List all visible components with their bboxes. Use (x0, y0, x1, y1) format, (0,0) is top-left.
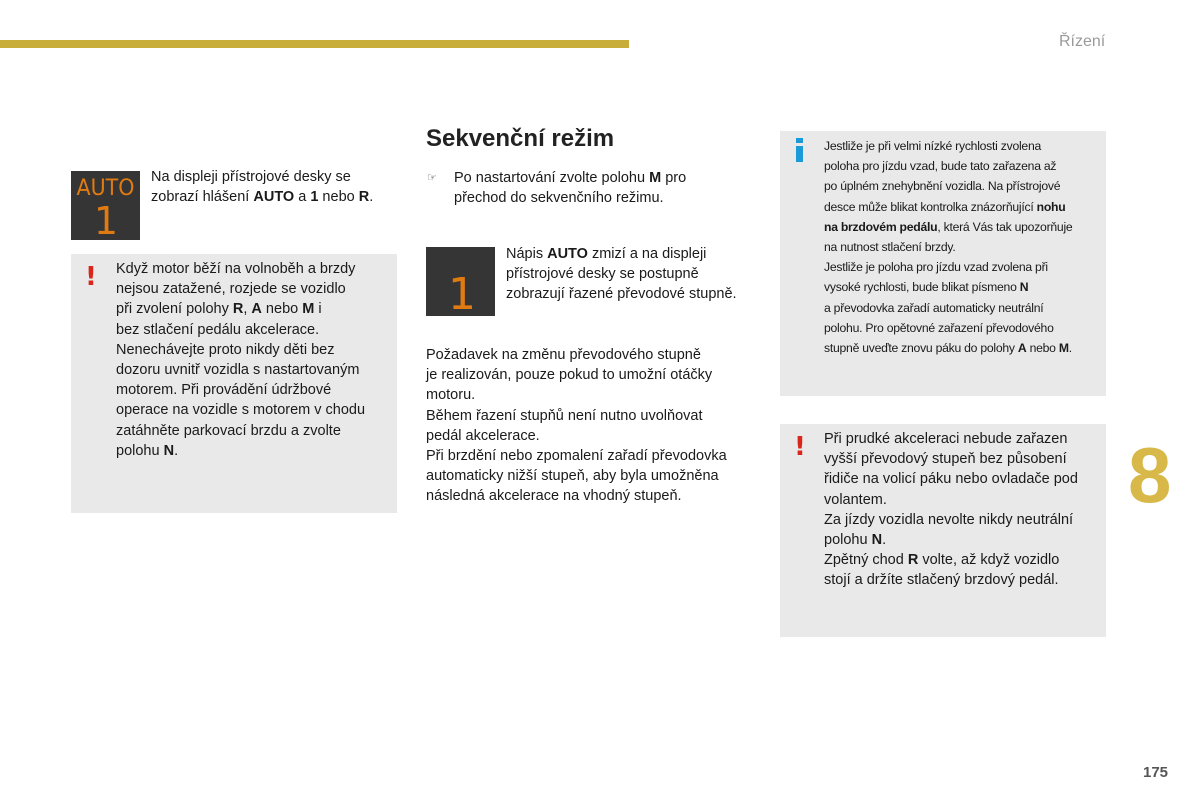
text-line: následná akcelerace na vhodný stupeň. (426, 488, 682, 505)
text-line: polohu N. (116, 442, 179, 459)
text-line: pedál akcelerace. (426, 427, 540, 444)
text-line: Při prudké akceleraci nebude zařazen (824, 431, 1068, 447)
text-line: motoru. (426, 387, 476, 404)
display-note (506, 244, 737, 305)
text-line: při zvolení polohy R, A nebo M i (116, 301, 322, 318)
text-line: Zpětný chod R volte, až když vozidlo (824, 552, 1060, 569)
header-accent-bar (0, 40, 629, 48)
warning-box-idle-creep (71, 254, 397, 513)
text-line: Po nastartování zvolte polohu M pro (454, 170, 687, 186)
text-line: na brzdovém pedálu, která Vás tak upozorňuje (824, 219, 1073, 234)
text-line: Nápis AUTO zmizí a na displeji (506, 246, 707, 262)
text-line: Nenechávejte proto nikdy děti bez (116, 341, 335, 358)
warning-exclamation-icon: ! (85, 262, 97, 292)
text-line: Jestliže je poloha pro jízdu vzad zvolena při (824, 260, 1048, 275)
info-icon (795, 138, 805, 162)
text-line: Požadavek na změnu převodového stupně (426, 347, 701, 363)
gear-1-display-icon (426, 247, 495, 316)
auto-1-display-icon (71, 171, 140, 240)
auto-1-display-graphic (71, 171, 140, 240)
text-line: automaticky nižší stupeň, aby byla umožněna (426, 468, 719, 485)
text-line: vysoké rychlosti, bude blikat písmeno N (824, 280, 1029, 295)
text-line: Na displeji přístrojové desky se (151, 169, 351, 185)
text-line: na nutnost stlačení brzdy. (824, 240, 956, 255)
text-line: přechod do sekvenčního režimu. (454, 190, 664, 207)
gear-digit-glyph: 1 (448, 269, 476, 316)
text-line: motorem. Při provádění údržbové (116, 382, 332, 399)
text-line: zobrazí hlášení AUTO a 1 nebo R. (151, 189, 374, 206)
text-line: polohu N. (824, 532, 887, 549)
text-line: Když motor běží na volnoběh a brzdy (116, 261, 356, 277)
text-line: Při brzdění nebo zpomalení zařadí převodovka (426, 448, 727, 465)
text-line: dozoru uvnitř vozidla s nastartovaným (116, 362, 360, 379)
text-line: polohu. Pro opětovné zařazení převodového (824, 320, 1054, 335)
auto-glyph: AUTO (76, 176, 135, 201)
warning-exclamation-icon: ! (794, 432, 806, 462)
section-heading: Sekvenční režim (426, 125, 615, 152)
chapter-number: 8 (1128, 431, 1172, 519)
text-line: řidiče na volicí páku nebo ovladače pod (824, 471, 1078, 488)
auto-display-caption (151, 167, 373, 207)
warning-text (116, 259, 365, 461)
warning-text (824, 429, 1078, 591)
instruction-bullet (454, 168, 686, 208)
text-line: volantem. (824, 491, 887, 508)
section-title: Řízení (1059, 33, 1106, 50)
text-line: zobrazují řazené převodové stupně. (506, 286, 737, 303)
text-line: přístrojové desky se postupně (506, 266, 699, 283)
body-text (426, 345, 727, 507)
text-line: vyšší převodový stupeň bez působení (824, 451, 1067, 468)
text-line: poloha pro jízdu vzad, bude tato zařazena až (824, 159, 1057, 174)
text-line: stupně uveďte znovu páku do polohy A nebo M. (824, 341, 1072, 356)
page-number: 175 (1143, 764, 1169, 781)
text-line: desce může blikat kontrolka znázorňující nohu (824, 199, 1066, 214)
gear-display-graphic (426, 247, 495, 316)
text-line: Během řazení stupňů není nutno uvolňovat (426, 407, 703, 424)
text-line: stojí a držíte stlačený brzdový pedál. (824, 572, 1059, 589)
digit-one-glyph: 1 (93, 199, 119, 240)
warning-box-acceleration (780, 424, 1106, 637)
text-line: zatáhněte parkovací brzdu a zvolte (116, 422, 341, 439)
text-line: je realizován, pouze pokud to umožní otáčky (426, 367, 713, 384)
text-line: a převodovka zařadí automaticky neutrální (824, 300, 1044, 315)
info-text (824, 136, 1072, 358)
text-line: po úplném znehybnění vozidla. Na přístrojové (824, 179, 1061, 194)
text-line: Za jízdy vozidla nevolte nikdy neutrální (824, 511, 1074, 528)
text-line: bez stlačení pedálu akcelerace. (116, 321, 320, 338)
text-line: nejsou zatažené, rozjede se vozidlo (116, 281, 346, 298)
text-line: Jestliže je při velmi nízké rychlosti zvolena (824, 139, 1042, 153)
text-line: operace na vozidle s motorem v chodu (116, 402, 366, 419)
pointing-hand-bullet-icon: ☞ (427, 172, 437, 184)
